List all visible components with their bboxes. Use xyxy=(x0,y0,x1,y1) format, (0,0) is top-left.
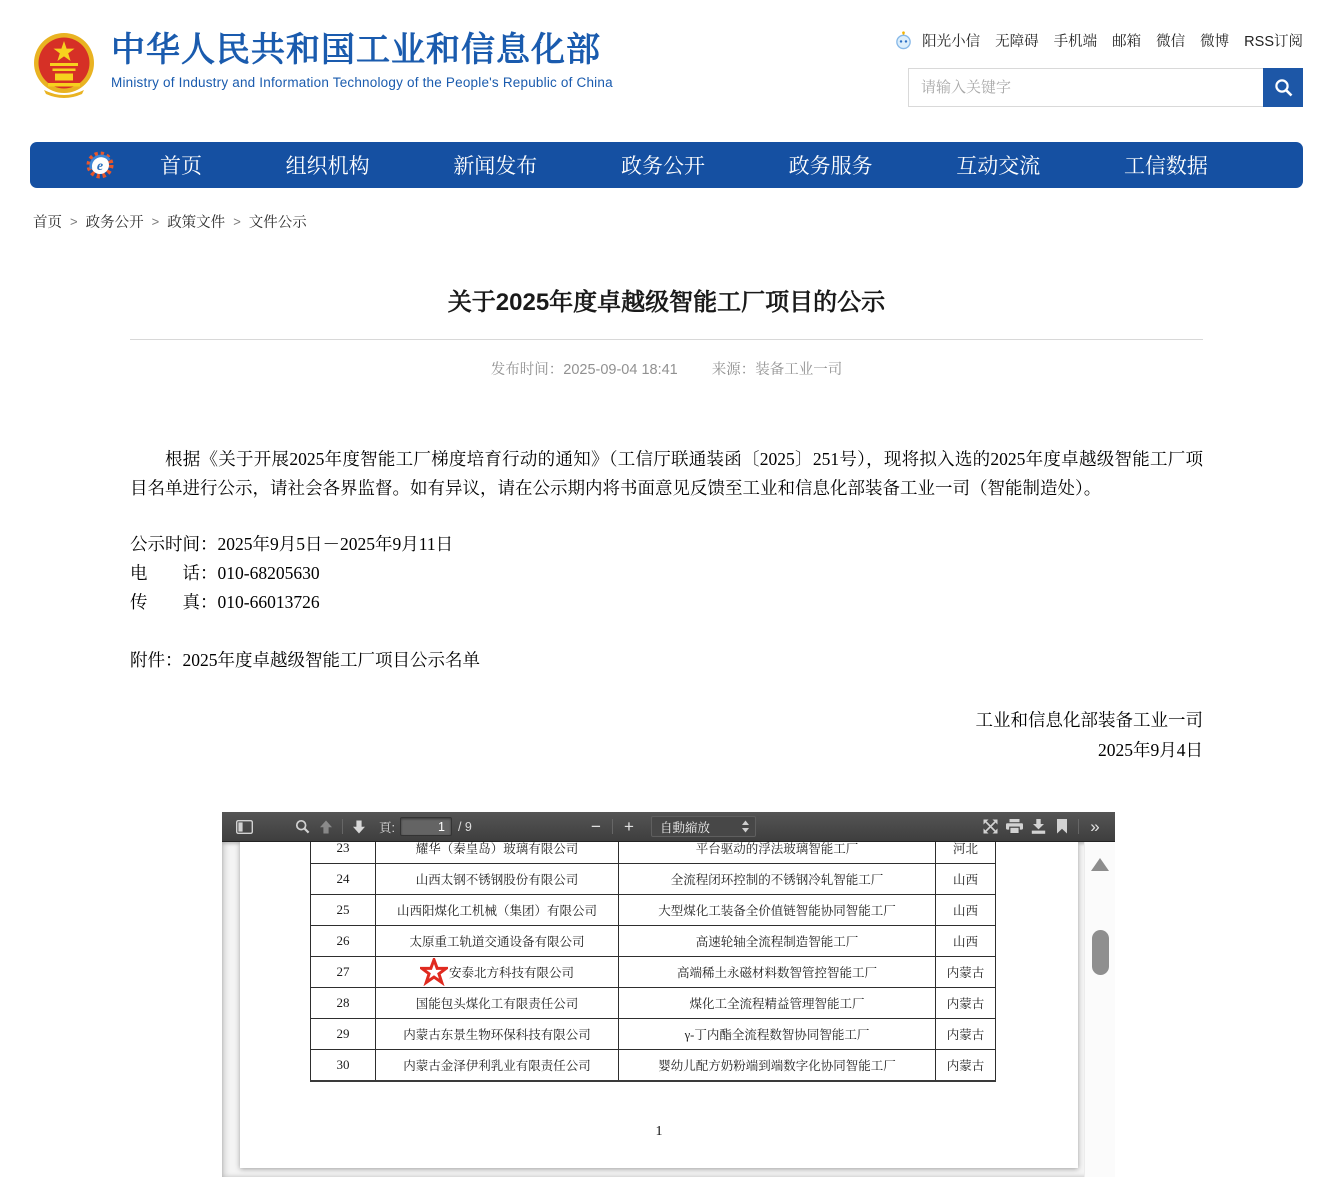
cell-province: 山西 xyxy=(936,864,996,895)
pdf-page xyxy=(240,842,1078,1168)
bookmark-icon xyxy=(1056,819,1068,834)
scrollbar-up-arrow[interactable] xyxy=(1091,858,1109,871)
table-row xyxy=(311,895,996,926)
pdf-table xyxy=(310,842,996,1082)
breadcrumb-item[interactable]: 文件公示 xyxy=(248,215,307,231)
national-emblem-logo xyxy=(33,30,95,98)
scrollbar-thumb[interactable] xyxy=(1092,930,1109,975)
svg-text:e: e xyxy=(96,159,104,174)
article xyxy=(130,288,1203,765)
breadcrumb xyxy=(33,211,1333,232)
download-button[interactable] xyxy=(1026,815,1050,839)
company-name: 内蒙古东景生物环保科技有限公司 xyxy=(403,1028,591,1042)
print-icon xyxy=(1006,819,1023,834)
header-right xyxy=(908,26,1303,142)
zoom-select[interactable] xyxy=(651,816,756,837)
find-icon xyxy=(295,819,310,834)
red-star-annotation-icon xyxy=(420,958,448,986)
nav-item[interactable]: 新闻发布 xyxy=(453,155,538,178)
bookmark-button[interactable] xyxy=(1050,815,1074,839)
article-body xyxy=(130,445,1203,765)
article-meta xyxy=(130,358,1203,379)
pdf-viewport xyxy=(222,842,1115,1177)
cell-province: 山西 xyxy=(936,926,996,957)
cell-project: 婴幼儿配方奶粉端到端数字化协同智能工厂 xyxy=(619,1050,936,1081)
cell-province: 内蒙古 xyxy=(936,988,996,1019)
cell-company xyxy=(376,1019,619,1050)
arrow-down-icon xyxy=(352,820,366,834)
cell-province: 山西 xyxy=(936,895,996,926)
cell-project: 煤化工全流程精益管理智能工厂 xyxy=(619,988,936,1019)
print-button[interactable] xyxy=(1002,815,1026,839)
company-name: 山西太钢不锈钢股份有限公司 xyxy=(415,873,579,887)
breadcrumb-separator: > xyxy=(70,214,78,229)
table-row xyxy=(311,988,996,1019)
main-nav xyxy=(30,142,1303,188)
quick-link[interactable]: 微博 xyxy=(1200,34,1230,50)
publish-time: 发布时间：2025-09-04 18:41 xyxy=(490,362,678,378)
sidebar-toggle-button[interactable] xyxy=(232,815,256,839)
cell-project: γ-丁内酯全流程数智协同智能工厂 xyxy=(619,1019,936,1050)
nav-items xyxy=(160,150,1208,180)
breadcrumb-separator: > xyxy=(151,214,160,229)
nav-item[interactable]: 互动交流 xyxy=(956,155,1041,178)
pdf-scrollbar[interactable] xyxy=(1084,842,1115,1177)
company-name: 耀华（秦皇岛）玻璃有限公司 xyxy=(415,842,579,856)
quick-link[interactable]: 无障碍 xyxy=(995,34,1039,50)
download-icon xyxy=(1031,819,1046,834)
cell-project: 大型煤化工装备全价值链智能协同智能工厂 xyxy=(619,895,936,926)
nav-item[interactable]: 政务服务 xyxy=(788,155,873,178)
article-title: 关于2025年度卓越级智能工厂项目的公示 xyxy=(447,289,886,316)
nav-item[interactable]: 工信数据 xyxy=(1123,155,1208,178)
cell-row-number: 23 xyxy=(311,842,376,864)
previous-page-button[interactable] xyxy=(314,815,338,839)
pdf-table-body xyxy=(311,842,996,1081)
nav-item[interactable]: 首页 xyxy=(160,155,202,178)
quick-link[interactable]: 微信 xyxy=(1156,34,1186,50)
attachment-line: 附件：2025年度卓越级智能工厂项目公示名单 xyxy=(130,650,480,670)
select-arrows-icon xyxy=(741,820,750,833)
pdf-toolbar xyxy=(222,812,1115,842)
page-total: / 9 xyxy=(457,819,472,834)
table-row xyxy=(311,957,996,988)
toolbar-right-tools xyxy=(978,815,1107,839)
cell-row-number: 30 xyxy=(311,1050,376,1081)
quick-link[interactable]: RSS订阅 xyxy=(1244,34,1303,50)
company-name: 太原重工轨道交通设备有限公司 xyxy=(409,935,585,949)
zoom-select-value: 自動縮放 xyxy=(660,820,711,835)
cell-province: 内蒙古 xyxy=(936,957,996,988)
breadcrumb-item[interactable]: 首页 xyxy=(33,215,62,231)
table-row xyxy=(311,864,996,895)
cell-province: 内蒙古 xyxy=(936,1050,996,1081)
cell-row-number: 24 xyxy=(311,864,376,895)
cell-company xyxy=(376,864,619,895)
cell-project: 高速轮轴全流程制造智能工厂 xyxy=(619,926,936,957)
search-button[interactable] xyxy=(1263,68,1303,107)
cell-province: 河北 xyxy=(936,842,996,864)
cell-company xyxy=(376,926,619,957)
presentation-mode-button[interactable] xyxy=(978,815,1002,839)
cell-project: 高端稀土永磁材料数智管控智能工厂 xyxy=(619,957,936,988)
zoom-in-icon: + xyxy=(624,817,634,836)
company-name: 安泰北方科技有限公司 xyxy=(448,966,574,980)
arrow-up-icon xyxy=(319,820,333,834)
brand-text xyxy=(111,26,613,90)
site-subtitle: Ministry of Industry and Information Technology of the People's Republic of China xyxy=(111,75,613,90)
cell-row-number: 25 xyxy=(311,895,376,926)
cell-company xyxy=(376,895,619,926)
miit-gear-logo-icon xyxy=(85,150,115,180)
cell-row-number: 28 xyxy=(311,988,376,1019)
cell-row-number: 29 xyxy=(311,1019,376,1050)
quick-link[interactable]: 手机端 xyxy=(1053,34,1098,50)
table-row xyxy=(311,926,996,957)
search-bar xyxy=(908,68,1303,107)
article-paragraph: 根据《关于开展2025年度智能工厂梯度培育行动的通知》（工信厅联通装函〔2025〕251号），现将拟入选的2025年度卓越级智能工厂项目名单进行公示，请社会各界监督。如有异议，请在公示期内将书面意见反馈至工业和信息化部装备工业一司（智能制造处）。 xyxy=(130,449,1203,498)
find-button[interactable] xyxy=(290,815,314,839)
cell-row-number: 26 xyxy=(311,926,376,957)
quick-link[interactable]: 邮箱 xyxy=(1112,34,1142,50)
site-brand xyxy=(33,26,613,142)
presentation-mode-icon xyxy=(983,819,998,834)
site-header xyxy=(0,0,1333,142)
xiaoxin-robot-icon xyxy=(894,31,913,50)
zoom-out-button[interactable] xyxy=(584,815,608,839)
next-page-button[interactable] xyxy=(347,815,371,839)
page-number-input[interactable] xyxy=(400,817,452,836)
table-row xyxy=(311,842,996,864)
page-label: 頁: xyxy=(379,820,395,835)
title-divider xyxy=(130,339,1203,340)
article-info-lines xyxy=(130,530,1203,617)
search-input[interactable] xyxy=(909,69,1263,106)
site-title: 中华人民共和国工业和信息化部 xyxy=(111,31,601,69)
pdf-page-footer-number: 1 xyxy=(655,1124,663,1139)
zoom-controls xyxy=(584,815,756,839)
cell-row-number: 27 xyxy=(311,957,376,988)
quick-links-list xyxy=(922,30,1303,51)
double-chevron-right-icon: » xyxy=(1090,817,1100,836)
breadcrumb-separator: > xyxy=(233,214,241,229)
company-name: 国能包头煤化工有限责任公司 xyxy=(415,997,579,1011)
cell-project: 平台驱动的浮法玻璃智能工厂 xyxy=(619,842,936,864)
signature-department: 工业和信息化部装备工业一司 xyxy=(975,710,1203,730)
nav-item[interactable]: 政务公开 xyxy=(620,155,705,178)
nav-item[interactable]: 组织机构 xyxy=(285,155,370,178)
cell-project: 全流程闭环控制的不锈钢冷轧智能工厂 xyxy=(619,864,936,895)
breadcrumb-item[interactable]: 政务公开 xyxy=(85,215,144,231)
company-name: 山西阳煤化工机械（集团）有限公司 xyxy=(396,904,597,918)
article-source: 来源：装备工业一司 xyxy=(711,362,843,378)
cell-company xyxy=(376,1050,619,1081)
breadcrumb-item[interactable]: 政策文件 xyxy=(167,215,226,231)
pdf-viewer xyxy=(222,812,1115,1177)
signature-date: 2025年9月4日 xyxy=(1098,740,1203,760)
cell-company xyxy=(376,957,619,988)
info-line: 公示时间：2025年9月5日－2025年9月11日 xyxy=(130,534,454,554)
zoom-out-icon: − xyxy=(591,817,601,836)
table-row xyxy=(311,1019,996,1050)
quick-link[interactable]: 阳光小信 xyxy=(922,34,981,50)
info-line: 电 话：010-68205630 xyxy=(130,563,320,583)
cell-company xyxy=(376,988,619,1019)
quick-links xyxy=(908,30,1303,51)
cell-company xyxy=(376,842,619,864)
sidebar-toggle-icon xyxy=(236,820,253,834)
cell-province: 内蒙古 xyxy=(936,1019,996,1050)
info-line: 传 真：010-66013726 xyxy=(130,592,320,612)
table-row xyxy=(311,1050,996,1081)
company-name: 内蒙古金泽伊利乳业有限责任公司 xyxy=(403,1058,591,1073)
more-tools-button[interactable] xyxy=(1083,815,1107,839)
search-icon xyxy=(1273,77,1294,98)
zoom-in-button[interactable] xyxy=(617,815,641,839)
